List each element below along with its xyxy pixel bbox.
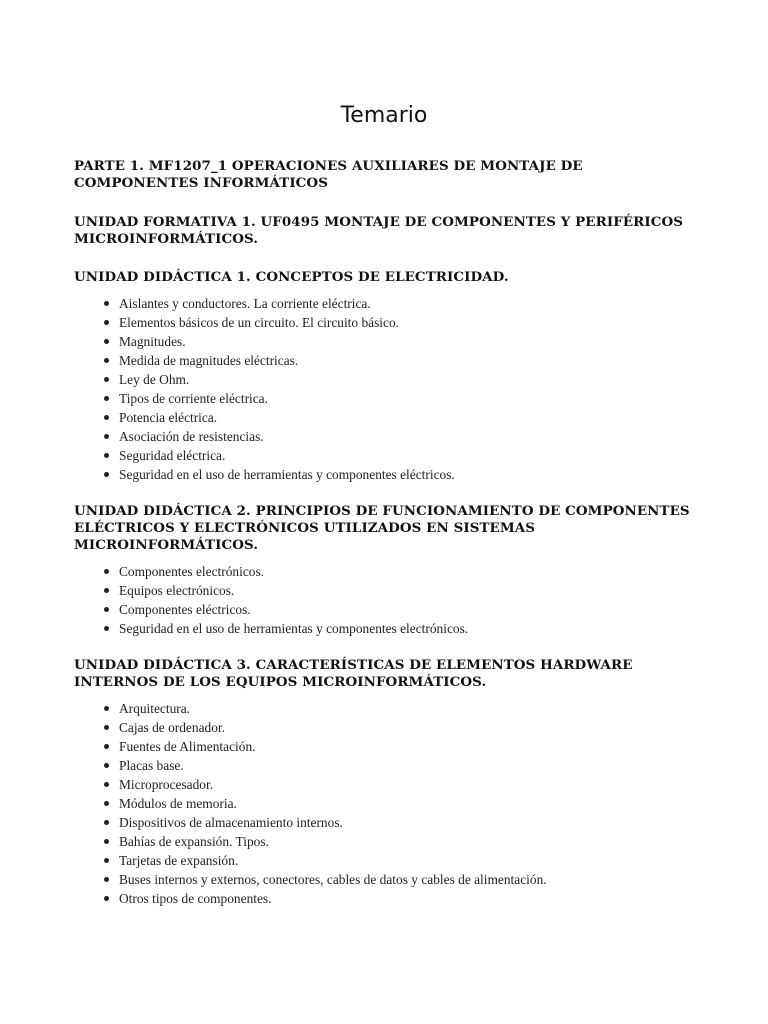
unidad-didactica-2-list bbox=[74, 562, 704, 638]
list-item: Asociación de resistencias. bbox=[119, 427, 704, 446]
list-item: Elementos básicos de un circuito. El circuito básico. bbox=[119, 313, 704, 332]
list-item: Componentes eléctricos. bbox=[119, 600, 704, 619]
page-title: Temario bbox=[340, 103, 428, 128]
list-item: Ley de Ohm. bbox=[119, 370, 704, 389]
unidad-didactica-1-heading: UNIDAD DIDÁCTICA 1. CONCEPTOS DE ELECTRICIDAD. bbox=[74, 269, 509, 285]
unidad-didactica-1-list bbox=[74, 294, 704, 484]
list-item: Medida de magnitudes eléctricas. bbox=[119, 351, 704, 370]
list-item: Componentes electrónicos. bbox=[119, 562, 704, 581]
list-item: Bahías de expansión. Tipos. bbox=[119, 832, 704, 851]
list-item: Módulos de memoria. bbox=[119, 794, 704, 813]
list-item: Buses internos y externos, conectores, cables de datos y cables de alimentación. bbox=[119, 870, 704, 889]
list-item: Microprocesador. bbox=[119, 775, 704, 794]
list-item: Arquitectura. bbox=[119, 699, 704, 718]
list-item: Aislantes y conductores. La corriente eléctrica. bbox=[119, 294, 704, 313]
list-item: Fuentes de Alimentación. bbox=[119, 737, 704, 756]
parte-heading: PARTE 1. MF1207_1 OPERACIONES AUXILIARES DE MONTAJE DE COMPONENTES INFORMÁTICOS bbox=[74, 158, 583, 191]
unidad-didactica-2-heading: UNIDAD DIDÁCTICA 2. PRINCIPIOS DE FUNCIONAMIENTO DE COMPONENTES ELÉCTRICOS Y ELECTRÓNICOS UTILIZADOS EN SISTEMAS MICROINFORMÁTICOS. bbox=[74, 503, 690, 553]
syllabus-content bbox=[74, 158, 704, 927]
list-item: Otros tipos de componentes. bbox=[119, 889, 704, 908]
unidad-didactica-3-heading: UNIDAD DIDÁCTICA 3. CARACTERÍSTICAS DE ELEMENTOS HARDWARE INTERNOS DE LOS EQUIPOS MICROINFORMÁTICOS. bbox=[74, 657, 633, 690]
list-item: Seguridad en el uso de herramientas y componentes electrónicos. bbox=[119, 619, 704, 638]
list-item: Cajas de ordenador. bbox=[119, 718, 704, 737]
list-item: Tipos de corriente eléctrica. bbox=[119, 389, 704, 408]
list-item: Dispositivos de almacenamiento internos. bbox=[119, 813, 704, 832]
unidad-didactica-3-list bbox=[74, 699, 704, 908]
unidad-formativa-heading: UNIDAD FORMATIVA 1. UF0495 MONTAJE DE COMPONENTES Y PERIFÉRICOS MICROINFORMÁTICOS. bbox=[74, 214, 684, 247]
list-item: Seguridad en el uso de herramientas y componentes eléctricos. bbox=[119, 465, 704, 484]
list-item: Magnitudes. bbox=[119, 332, 704, 351]
list-item: Equipos electrónicos. bbox=[119, 581, 704, 600]
list-item: Tarjetas de expansión. bbox=[119, 851, 704, 870]
list-item: Placas base. bbox=[119, 756, 704, 775]
list-item: Seguridad eléctrica. bbox=[119, 446, 704, 465]
list-item: Potencia eléctrica. bbox=[119, 408, 704, 427]
